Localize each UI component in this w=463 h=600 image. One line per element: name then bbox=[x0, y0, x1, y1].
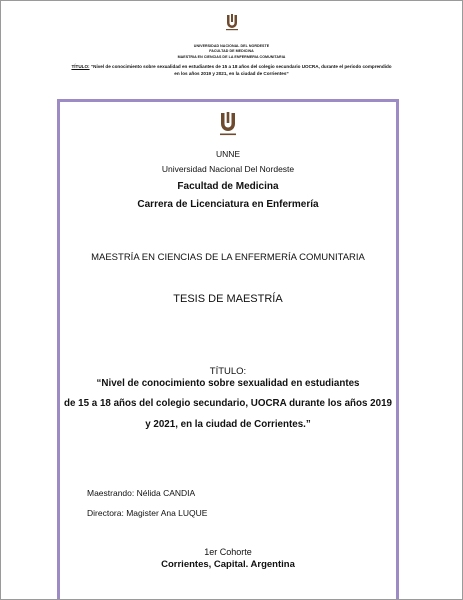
cover-masters-program: MAESTRÍA EN CIENCIAS DE LA ENFERMERÍA COMUNITARIA bbox=[91, 252, 365, 263]
header-university: UNIVERSIDAD NACIONAL DEL NORDESTE bbox=[193, 44, 270, 48]
cover-cohort: 1er Cohorte bbox=[204, 547, 252, 557]
university-logo-icon bbox=[225, 14, 239, 31]
header-faculty: FACULTAD DE MEDICINA bbox=[209, 49, 254, 53]
cover-title-line-2: de 15 a 18 años del colegio secundario, UOCRA durante los años 2019 bbox=[64, 398, 392, 409]
cover-title-line-3: y 2021, en la ciudad de Corrientes.” bbox=[145, 419, 311, 430]
header-title bbox=[0, 63, 463, 77]
cover-student: Maestrando: Nélida CANDIA bbox=[87, 488, 196, 498]
cover-director: Directora: Magister Ana LUQUE bbox=[87, 508, 208, 518]
header-title-text: “Nivel de conocimiento sobre sexualidad en estudiantes de 15 a 18 años del colegio secundario UOCRA, durante el periodo comprendido en los años 2019 y 2021, en la ciudad de Corrientes” bbox=[90, 64, 392, 76]
header-title-label: TÍTULO: bbox=[71, 64, 90, 69]
cover-title-line-1: “Nivel de conocimiento sobre sexualidad en estudiantes bbox=[96, 378, 360, 389]
cover-faculty: Facultad de Medicina bbox=[177, 181, 279, 192]
cover-thesis-label: TESIS DE MAESTRÍA bbox=[173, 293, 283, 305]
cover-career: Carrera de Licenciatura en Enfermería bbox=[137, 199, 319, 210]
university-logo-icon bbox=[219, 112, 237, 136]
cover-page bbox=[57, 99, 399, 599]
cover-unne: UNNE bbox=[215, 149, 241, 159]
cover-university: Universidad Nacional Del Nordeste bbox=[161, 164, 295, 174]
page-header bbox=[0, 14, 463, 77]
header-program: MAESTRIA EN CIENCIAS DE LA ENFERMERIA COMUNITARIA bbox=[177, 55, 286, 59]
cover-place: Corrientes, Capital. Argentina bbox=[161, 559, 295, 570]
cover-title-label: TÍTULO: bbox=[209, 366, 247, 377]
